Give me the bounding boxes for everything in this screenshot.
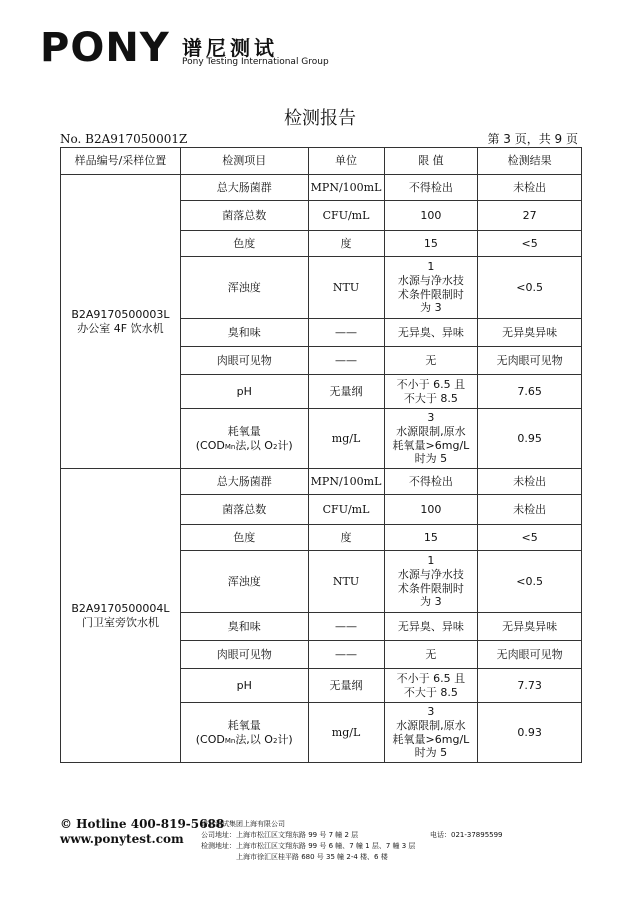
result-cell: 无肉眼可见物	[478, 641, 582, 669]
item-cell	[180, 613, 308, 641]
unit-cell: mg/L	[308, 703, 384, 763]
page-number: 第 3 页，共 9 页	[487, 132, 578, 146]
company-name-cn: 谱尼测试	[182, 36, 278, 60]
result-cell: 无异臭异味	[478, 319, 582, 347]
limit-cell	[384, 347, 478, 375]
limit-cell	[384, 409, 478, 469]
item-name: 总大肠菌群	[216, 474, 272, 488]
item-cell	[180, 257, 308, 319]
item-cell	[180, 319, 308, 347]
item-name: 菌落总数	[222, 208, 267, 222]
result-cell: <5	[478, 231, 582, 257]
sample-location: 门卫室旁饮水机	[81, 615, 159, 629]
method-text: 计)	[277, 732, 293, 746]
footer-hotline: © Hotline 400-819-5688	[60, 817, 225, 831]
item-cell	[180, 201, 308, 231]
subscript: 2	[272, 736, 278, 745]
item-cell	[180, 525, 308, 551]
limit-line: 为 3	[420, 595, 442, 609]
result-cell: <0.5	[478, 551, 582, 613]
result-cell: 0.95	[478, 409, 582, 469]
limit-cell	[384, 201, 478, 231]
item-method	[183, 733, 306, 747]
method-text: (COD	[195, 438, 225, 452]
sample-id: B2A9170500003L	[71, 307, 170, 321]
report-title: 检测报告	[284, 108, 356, 129]
limit-cell	[384, 703, 478, 763]
item-name: 浑浊度	[227, 574, 261, 588]
table-header-row	[61, 148, 582, 175]
item-name: 臭和味	[227, 325, 261, 339]
limit-line: 为 3	[420, 301, 442, 315]
item-cell	[180, 375, 308, 409]
limit-line: 不小于 6.5 且	[396, 377, 466, 391]
limit-line: 不小于 6.5 且	[396, 671, 466, 685]
limit-cell	[384, 319, 478, 347]
item-name: 总大肠菌群	[216, 180, 272, 194]
limit-cell	[384, 375, 478, 409]
limit-cell	[384, 641, 478, 669]
limit-cell	[384, 525, 478, 551]
item-name: pH	[236, 678, 252, 692]
item-name: pH	[236, 384, 252, 398]
limit-line: 耗氧量>6mg/L	[392, 732, 470, 746]
method-text: (COD	[195, 732, 225, 746]
limit-line: 15	[423, 530, 438, 544]
item-cell	[180, 469, 308, 495]
table-row	[61, 175, 582, 201]
result-cell: 27	[478, 201, 582, 231]
unit-cell: mg/L	[308, 409, 384, 469]
item-name: 耗氧量	[227, 424, 261, 438]
subscript: Mn	[224, 736, 236, 745]
limit-line: 不得检出	[408, 474, 453, 488]
footer-lab-address-2: 上海市徐汇区桂平路 680 号 35 幢 2-4 楼、6 楼	[236, 853, 388, 861]
unit-cell: ——	[308, 319, 384, 347]
limit-line: 无	[425, 353, 437, 367]
result-cell: 0.93	[478, 703, 582, 763]
limit-line: 水源限制,原水	[396, 718, 466, 732]
footer-tel: 电话：021-37895599	[430, 831, 503, 839]
item-name: 菌落总数	[222, 502, 267, 516]
item-cell	[180, 347, 308, 375]
company-name-en: Pony Testing International Group	[182, 57, 329, 67]
report-number: No. B2A917050001Z	[60, 132, 188, 146]
item-name: 色度	[233, 236, 256, 250]
table-row	[61, 469, 582, 495]
footer-address: 公司地址：上海市松江区文翔东路 99 号 7 幢 2 层	[201, 831, 359, 839]
unit-cell: ——	[308, 347, 384, 375]
unit-cell: MPN/100mL	[308, 175, 384, 201]
result-cell: <5	[478, 525, 582, 551]
limit-line: 1	[427, 260, 435, 273]
limit-line: 无	[425, 647, 437, 661]
unit-cell: 无量纲	[308, 375, 384, 409]
item-name: 色度	[233, 530, 256, 544]
limit-line: 时为 5	[414, 746, 448, 760]
limit-line: 不大于 8.5	[403, 685, 458, 699]
unit-cell: ——	[308, 641, 384, 669]
item-cell	[180, 409, 308, 469]
pony-logo: PONY	[40, 25, 170, 71]
item-name: 臭和味	[227, 619, 261, 633]
limit-cell	[384, 613, 478, 641]
col-header-item: 检测项目	[180, 148, 308, 175]
limit-line: 1	[427, 554, 435, 567]
limit-line: 时为 5	[414, 452, 448, 466]
footer-lab-address-1: 检测地址：上海市松江区文翔东路 99 号 6 幢、7 幢 1 层、7 幢 3 层	[201, 842, 416, 850]
footer-website[interactable]: www.ponytest.com	[60, 832, 184, 846]
result-cell: 7.73	[478, 669, 582, 703]
item-cell	[180, 231, 308, 257]
unit-cell: MPN/100mL	[308, 469, 384, 495]
unit-cell: NTU	[308, 551, 384, 613]
subscript: Mn	[224, 442, 236, 451]
result-cell: 7.65	[478, 375, 582, 409]
limit-line: 不得检出	[408, 180, 453, 194]
col-header-sample: 样品编号/采样位置	[61, 148, 181, 175]
limit-cell	[384, 231, 478, 257]
unit-cell: 度	[308, 525, 384, 551]
item-name: 浑浊度	[227, 280, 261, 294]
limit-line: 术条件限制时	[397, 581, 464, 595]
result-cell: 未检出	[478, 495, 582, 525]
col-header-result: 检测结果	[478, 148, 582, 175]
subscript: 2	[272, 442, 278, 451]
method-text: 法,以 O	[235, 732, 273, 746]
limit-cell	[384, 469, 478, 495]
limit-line: 100	[420, 208, 442, 222]
item-name: 肉眼可见物	[216, 353, 272, 367]
limit-line: 100	[420, 502, 442, 516]
limit-cell	[384, 551, 478, 613]
limit-cell	[384, 257, 478, 319]
unit-cell: NTU	[308, 257, 384, 319]
result-cell: 无肉眼可见物	[478, 347, 582, 375]
results-table	[60, 147, 582, 763]
limit-line: 3	[427, 411, 435, 424]
limit-line: 水源限制,原水	[396, 424, 466, 438]
item-cell	[180, 175, 308, 201]
limit-line: 水源与净水技	[397, 273, 464, 287]
item-cell	[180, 551, 308, 613]
col-header-limit: 限 值	[384, 148, 478, 175]
sample-cell	[61, 175, 181, 469]
limit-line: 无异臭、异味	[397, 619, 464, 633]
limit-cell	[384, 175, 478, 201]
result-cell: 未检出	[478, 175, 582, 201]
item-method	[183, 439, 306, 453]
limit-line: 3	[427, 705, 435, 718]
item-cell	[180, 703, 308, 763]
unit-cell: CFU/mL	[308, 201, 384, 231]
sample-cell	[61, 469, 181, 763]
item-cell	[180, 669, 308, 703]
limit-line: 不大于 8.5	[403, 391, 458, 405]
sample-id: B2A9170500004L	[71, 601, 170, 615]
item-cell	[180, 495, 308, 525]
limit-line: 无异臭、异味	[397, 325, 464, 339]
method-text: 计)	[277, 438, 293, 452]
method-text: 法,以 O	[235, 438, 273, 452]
result-cell: <0.5	[478, 257, 582, 319]
footer-company: 谱尼测试集团上海有限公司	[201, 820, 285, 828]
limit-cell	[384, 495, 478, 525]
result-cell: 未检出	[478, 469, 582, 495]
footer-info	[201, 819, 415, 863]
item-name: 肉眼可见物	[216, 647, 272, 661]
unit-cell: 无量纲	[308, 669, 384, 703]
limit-line: 术条件限制时	[397, 287, 464, 301]
item-name: 耗氧量	[227, 718, 261, 732]
item-cell	[180, 641, 308, 669]
limit-line: 水源与净水技	[397, 567, 464, 581]
sample-location: 办公室 4F 饮水机	[77, 321, 164, 335]
unit-cell: 度	[308, 231, 384, 257]
result-cell: 无异臭异味	[478, 613, 582, 641]
limit-line: 耗氧量>6mg/L	[392, 438, 470, 452]
limit-line: 15	[423, 236, 438, 250]
unit-cell: ——	[308, 613, 384, 641]
limit-cell	[384, 669, 478, 703]
unit-cell: CFU/mL	[308, 495, 384, 525]
col-header-unit: 单位	[308, 148, 384, 175]
